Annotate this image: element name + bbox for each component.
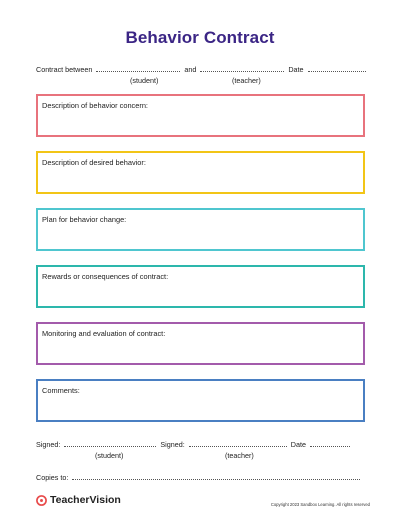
student-caption: (student) — [130, 76, 159, 85]
signature-date-field[interactable] — [310, 440, 350, 447]
monitoring-evaluation-label: Monitoring and evaluation of contract: — [42, 329, 166, 338]
student-signature-field[interactable] — [64, 440, 156, 447]
signature-student-caption: (student) — [95, 451, 124, 460]
desired-behavior-box[interactable] — [36, 151, 365, 194]
date-label: Date — [288, 65, 304, 74]
behavior-concern-box[interactable] — [36, 94, 365, 137]
copyright-text: Copyright 2023 Sandbox Learning. All rights reserved — [270, 502, 370, 507]
rewards-consequences-label: Rewards or consequences of contract: — [42, 272, 169, 281]
behavior-concern-label: Description of behavior concern: — [42, 101, 148, 110]
teachervision-logo — [36, 494, 121, 506]
signature-teacher-caption: (teacher) — [225, 451, 254, 460]
teacher-signature-field[interactable] — [189, 440, 287, 447]
contract-date-field[interactable] — [308, 65, 366, 72]
contract-between-line — [36, 65, 368, 74]
signature-date-label: Date — [290, 440, 306, 449]
plan-behavior-change-label: Plan for behavior change: — [42, 215, 127, 224]
teacher-name-field[interactable] — [200, 65, 284, 72]
signed-label-student: Signed: — [36, 440, 61, 449]
monitoring-evaluation-box[interactable] — [36, 322, 365, 365]
signature-line — [36, 440, 352, 449]
copies-to-label: Copies to: — [36, 473, 69, 482]
contract-between-label: Contract between — [36, 65, 93, 74]
teachervision-mark-icon — [36, 495, 47, 506]
comments-box[interactable] — [36, 379, 365, 422]
signed-label-teacher: Signed: — [160, 440, 185, 449]
teacher-caption: (teacher) — [232, 76, 261, 85]
comments-label: Comments: — [42, 386, 80, 395]
rewards-consequences-box[interactable] — [36, 265, 365, 308]
plan-behavior-change-box[interactable] — [36, 208, 365, 251]
page-title: Behavior Contract — [125, 28, 275, 47]
desired-behavior-label: Description of desired behavior: — [42, 158, 146, 167]
and-label: and — [184, 65, 197, 74]
student-name-field[interactable] — [96, 65, 180, 72]
copies-to-field[interactable] — [72, 473, 360, 480]
brand-name: TeacherVision — [50, 494, 121, 506]
copies-to-line — [36, 473, 362, 482]
